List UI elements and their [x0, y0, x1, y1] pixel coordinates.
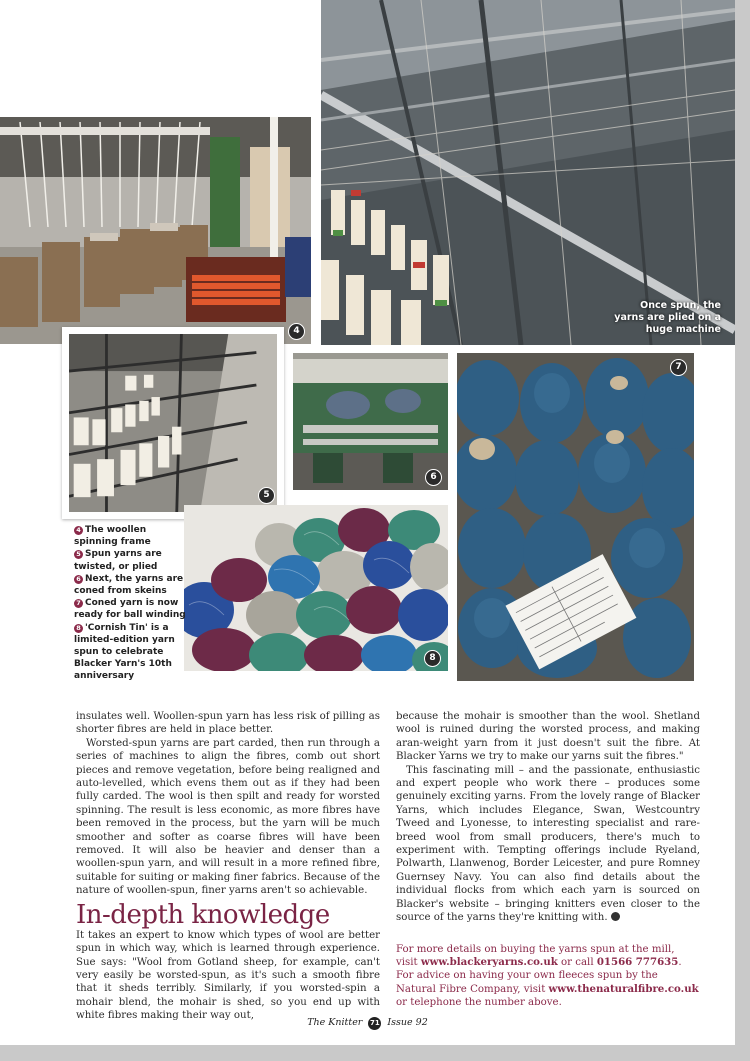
- photo-plied-yarns: [62, 327, 284, 519]
- photo-number-7: 7: [670, 359, 687, 376]
- end-mark-icon: [611, 912, 620, 921]
- page-footer: [0, 1017, 735, 1030]
- page-number: 71: [368, 1017, 381, 1030]
- paragraph: It takes an expert to know which types of wool are better spun in which way, which is learned through experience. Sue says: "Wool from Gotland sheep, for example, can't very easily be worsted-spun, as it's such a smooth fibre that it sheds terribly. Similarly, if you worsted-spin a mohair blend, the mohair is shed, so you end up with white fibres making their way out,: [76, 929, 380, 1022]
- photo-number-5: 5: [258, 487, 275, 504]
- section-heading: In-depth knowledge: [76, 899, 330, 930]
- website-link-naturalfibre[interactable]: www.thenaturalfibre.co.uk: [548, 982, 699, 995]
- website-link-blackeryarns[interactable]: www.blackeryarns.co.uk: [420, 955, 558, 968]
- photo-number-8: 8: [424, 650, 441, 667]
- photo-coning-machine: [293, 353, 448, 490]
- caption-6: 6 Next, the yarns are coned from skeins: [74, 573, 184, 597]
- photo-coned-yarn: [457, 353, 694, 681]
- more-info: For more details on buying the yarns spun at the mill, visit www.blackeryarns.co.uk or call 01566 777635. For advice on having your own fleeces spun by the Natural Fibre Company, visit www.thenaturalfibre.co.uk or telephone the number above.: [396, 943, 699, 1009]
- article-column-left: [76, 710, 380, 1023]
- photo-plying-caption: Once spun, the yarns are plied on a huge machine: [614, 300, 721, 335]
- caption-7: 7 Coned yarn is now ready for ball winding: [74, 598, 186, 621]
- phone-number: 01566 777635: [596, 955, 679, 968]
- photo-spinning-frame: [0, 117, 311, 344]
- issue-number: Issue 92: [387, 1017, 428, 1028]
- magazine-name: The Knitter: [307, 1017, 363, 1028]
- picture-captions: [74, 524, 186, 683]
- paragraph: insulates well. Woollen-spun yarn has less risk of pilling as shorter fibres are held in place better.: [76, 711, 380, 736]
- caption-4: 4 The woollen spinning frame: [74, 525, 151, 548]
- caption-8: 8 'Cornish Tin' is a limited-edition yarn spun to celebrate Blacker Yarn's 10th anniversary: [74, 622, 175, 682]
- paragraph: This fascinating mill – and the passionate, enthusiastic and expert people who work there – produces some genuinely exciting yarns. From the lovely range of Blacker Yarns, which includes Elegance, Swan, Westcountry Tweed and Lyonesse, to interesting specialist and rare-breed wool from small producers, there's much to experiment with. Tempting offerings include Ryeland, Polwarth, Llanwenog, Border Leicester, and pure Romney Guernsey Navy. You can also find details about the individual flocks from which each yarn is sourced on Blacker's website – bringing knitters even closer to the source of the yarns they're knitting with.: [396, 764, 700, 924]
- photo-number-4: 4: [288, 323, 305, 340]
- photo-number-6: 6: [425, 469, 442, 486]
- paragraph: because the mohair is smoother than the wool. Shetland wool is ruined during the worsted process, and making aran-weight yarn from it just doesn't suit the fibre. At Blacker Yarns we try to make our yarns suit the fibres.": [396, 711, 700, 763]
- paragraph: Worsted-spun yarns are part carded, then run through a series of machines to align the fibres, comb out short pieces and remove vegetation, before being realigned and auto-levelled, which evens them out as if they had been fully carded. The wool is then spilt and ready for worsted spinning. The result is less economic, as more fibres have been removed in the process, but the yarn will be much smoother and softer as coarse fibres will have been removed. It will also be heavier and denser than a woollen-spun yarn, and will result in a more refined fibre, suitable for suiting or making finer fabrics. Because of the nature of woollen-spun, finer yarns aren't so achievable.: [76, 737, 380, 897]
- photo-plying-machine: [321, 0, 735, 345]
- caption-5: 5 Spun yarns are twisted, or plied: [74, 549, 162, 572]
- photo-cornish-tin-skeins: [184, 505, 448, 671]
- article-column-right: [396, 710, 700, 1010]
